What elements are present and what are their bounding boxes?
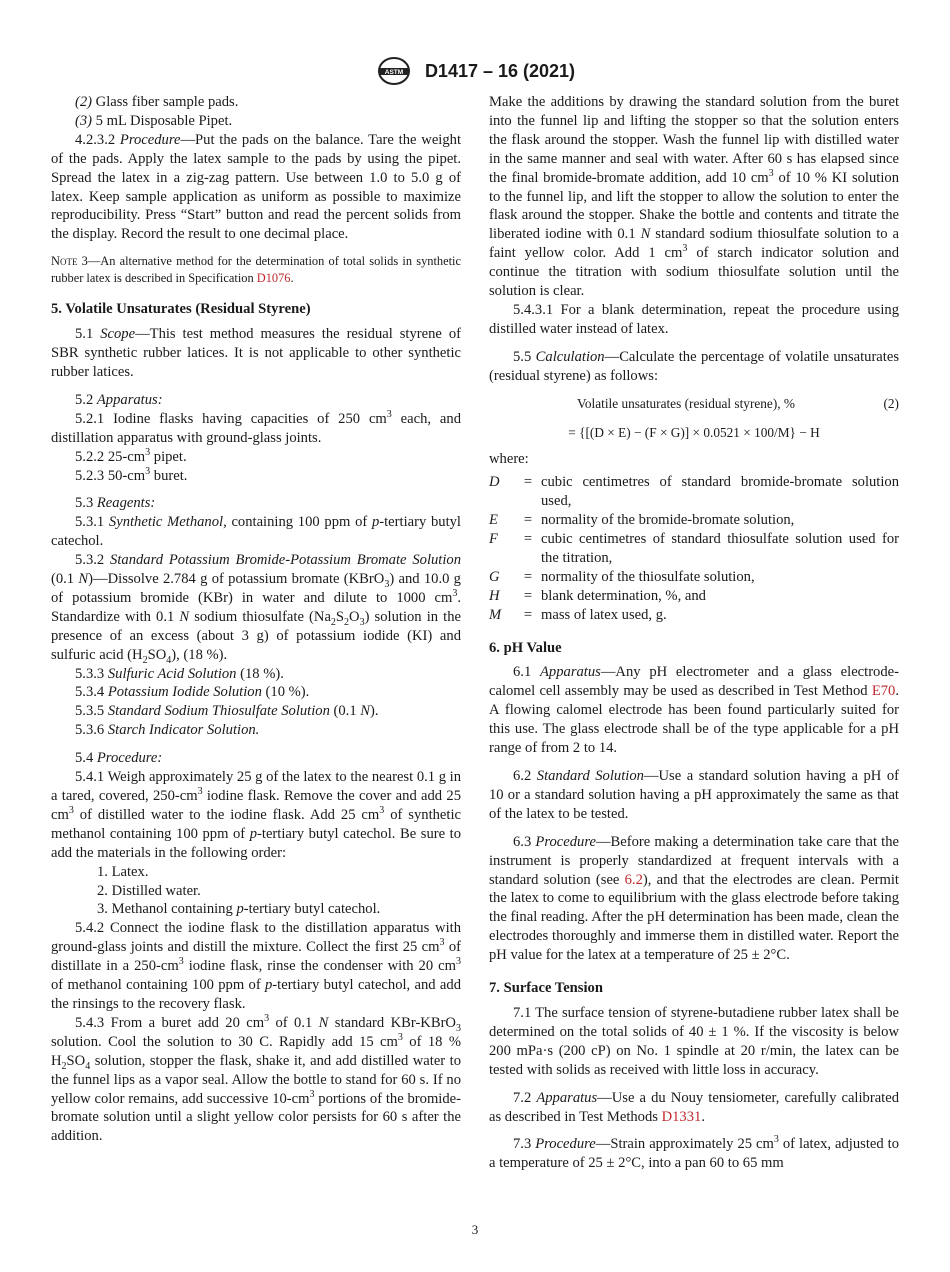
- paragraph-4-2-3-2: 4.2.3.2 Procedure—Put the pads on the balance. Tare the weight of the pads. Apply the latex sample to the pads by using the pipet. Spread the latex in a zig-zag pattern. Use between 1.0 to 5.0 g of latex. Keep sample application as uniform as possible to maximize reproducibility. Press “Start” button and read the percent solids from the display. Record the result to one decimal place.: [51, 131, 462, 243]
- variable-row: D = cubic centimetres of standard bromide-bromate solution used,: [489, 474, 899, 510]
- page-header: [0, 56, 950, 86]
- item-2: (2) Glass fiber sample pads.: [75, 94, 239, 110]
- paragraph-7-1: 7.1 The surface tension of styrene-butadiene rubber latex shall be determined on the total solids of 40 ± 1 %. If the viscosity is below 200 mPa·s (200 cP) on No. 1 spindle at 20 r/min, the latex can be tested with solids as received with little loss in accuracy.: [489, 1004, 899, 1078]
- paragraph-6-3: 6.3 Procedure—Before making a determination take care that the instrument is properly standardized at frequent intervals with a standard solution (see 6.2), and that the electrodes are clean. Permit the latex to come to equilibrium with the glass electrode before taking the final reading. After the pH determination has been made, clean the electrodes thoroughly and immerse them in distilled water. Report the pH value for the latex at a temperature of 25 ± 2°C.: [489, 833, 900, 964]
- variable-row: G = normality of the thiosulfate solution,: [489, 568, 755, 585]
- paragraph-5-2-2: 5.2.2 $25-cm^3$ pipet.: [75, 446, 187, 465]
- paragraph-5-2-1: 5.2.1 Iodine flasks having capacities of 250 $cm^3$ each, and distillation apparatus with ground-glass joints.: [51, 408, 462, 446]
- paragraph-5-2-3: 5.2.3 $50-cm^3$ buret.: [75, 465, 188, 484]
- left-column: [51, 93, 461, 1146]
- paragraph-5-4-3-1: 5.4.3.1 For a blank determination, repeat the procedure using distilled water instead of latex.: [489, 301, 899, 337]
- page-number: 3: [471, 1222, 479, 1237]
- link-section-6-2[interactable]: 6.2: [624, 871, 643, 888]
- equation-number: (2): [883, 395, 899, 411]
- variable-row: H = blank determination, %, and: [489, 587, 706, 604]
- note-3: Note 3—An alternative method for the determination of total solids in synthetic rubber latex is described in Specification D1076.: [51, 254, 461, 285]
- astm-logo-icon: [375, 56, 413, 86]
- list-item: 2. Distilled water.: [97, 882, 201, 899]
- order-list: [51, 863, 461, 920]
- paragraph-5-1: 5.1 Scope—This test method measures the residual styrene of SBR synthetic rubber latices. It is not applicable to other synthetic rubber latices.: [51, 326, 461, 380]
- link-e70[interactable]: E70: [871, 683, 896, 700]
- variable-row: F = cubic centimetres of standard thiosulfate solution used for the titration,: [489, 531, 899, 566]
- svg-text:ASTM: ASTM: [384, 69, 404, 76]
- paragraph-5-4-1: 5.4.1 Weigh approximately 25 g of the latex to the nearest 0.1 g in a tared, covered, $250-cm^3$ iodine flask. Remove the cover and add 25 $cm^3$ of distilled water to the iodine flask. Add 25 $cm^3$ of synthetic methanol containing 100 ppm of p-tertiary butyl catechol. Be sure to add the materials in the following order:: [51, 769, 462, 861]
- paragraph-6-2: 6.2 Standard Solution—Use a standard solution having a pH of 10 or a standard solution having a pH approximately the same as that of the latex to be tested.: [489, 768, 900, 822]
- paragraph-5-3-1: 5.3.1 Synthetic Methanol, containing 100 ppm of p-tertiary butyl catechol.: [51, 514, 461, 550]
- paragraph-6-1: 6.1 Apparatus—Any pH electrometer and a glass electrode-calomel cell assembly may be used as described in Test Method E70. A flowing calomel electrode has been found particularly suited for this use. The glass electrode shall be of the type applicable for a pH range of from 2 to 14.: [489, 664, 899, 757]
- paragraph-5-3-5: 5.3.5 Standard Sodium Thiosulfate Solution (0.1 N).: [75, 703, 379, 720]
- paragraph-5-3-3: 5.3.3 Sulfuric Acid Solution (18 %).: [75, 665, 284, 682]
- right-column: [489, 93, 899, 1173]
- paragraph-5-4-3-cont: Make the additions by drawing the standard solution from the buret into the funnel lip and lifting the stopper so that the solution enters the flask around the stopper. Wash the funnel lip with distilled water in the same manner and seal with water. After 60 s has elapsed since the final bromide-bromate addition, add 10 $cm^3$ of 10 % KI solution to the funnel lip, and lift the stopper to allow the solution to enter the flask around the stopper. Shake the bottle and contents and titrate the liberated iodine with 0.1 N standard sodium thiosulfate solution to a faint yellow color. Add 1 $cm^3$ of starch indicator solution and continue the titration with sodium thiosulfate solution until the solution is clear.: [489, 94, 899, 300]
- list-item: 3. Methanol containing p-tertiary butyl catechol.: [97, 901, 381, 918]
- paragraph-7-3: 7.3 Procedure—Strain approximately 25 $cm^3$ of latex, adjusted to a temperature of 25 ± 2°C, into a pan 60 to 65 mm: [489, 1134, 899, 1172]
- section-7-title: 7. Surface Tension: [489, 980, 603, 997]
- paragraph-5-4: 5.4 Procedure:: [75, 750, 163, 767]
- document-id: D1417 – 16 (2021): [424, 60, 576, 81]
- link-d1076[interactable]: D1076: [256, 270, 291, 285]
- equation-label: Volatile unsaturates (residual styrene), % (2): [489, 395, 899, 414]
- variable-list: [489, 473, 899, 624]
- link-d1331[interactable]: D1331: [661, 1108, 702, 1125]
- variable-row: M = mass of latex used, g.: [489, 606, 667, 623]
- paragraph-5-3-6: 5.3.6 Starch Indicator Solution.: [75, 722, 260, 739]
- section-6-title: 6. pH Value: [489, 639, 562, 656]
- section-5-title: 5. Volatile Unsaturates (Residual Styrene): [51, 301, 311, 318]
- paragraph-7-2: 7.2 Apparatus—Use a du Nouy tensiometer, carefully calibrated as described in Test Methods D1331.: [489, 1089, 900, 1125]
- paragraph-5-5: 5.5 Calculation—Calculate the percentage of volatile unsaturates (residual styrene) as follows:: [489, 348, 899, 384]
- where-label: where:: [489, 451, 529, 468]
- variable-row: E = normality of the bromide-bromate solution,: [489, 512, 795, 529]
- list-item: 1. Latex.: [97, 863, 149, 880]
- paragraph-5-3-4: 5.3.4 Potassium Iodide Solution (10 %).: [75, 684, 310, 701]
- paragraph-5-4-3: 5.4.3 From a buret add 20 $cm^3$ of 0.1 N standard KBr-KBrO$_3$ solution. Cool the solution to 30 C. Rapidly add 15 $cm^3$ of 18 % $H_2SO_4$ solution, stopper the flask, shake it, and add distilled water to the funnel lips as a vapor seal. Allow the bottle to stand for 60 s. If no yellow color remains, add successive $10-cm^3$ portions of the bromide-bromate solution until a slight yellow color persists for 60 s after the addition.: [51, 1013, 461, 1145]
- equation-formula: = {[(D × E) − (F × G)] × 0.0521 × 100/M} − H: [568, 424, 820, 440]
- paragraph-5-4-2: 5.4.2 Connect the iodine flask to the distillation apparatus with ground-glass joints and distill the mixture. Collect the first 25 $cm^3$ of distillate in a $250-cm^3$ iodine flask, rinse the condenser with 20 $cm^3$ of methanol containing 100 ppm of p-tertiary butyl catechol, and add the rinsings to the recovery flask.: [51, 920, 461, 1012]
- paragraph-5-3: 5.3 Reagents:: [75, 495, 156, 512]
- item-3: (3) 5 mL Disposable Pipet.: [75, 112, 233, 129]
- paragraph-5-2: 5.2 Apparatus:: [75, 391, 163, 408]
- paragraph-5-3-2: 5.3.2 Standard Potassium Bromide-Potassium Bromate Solution (0.1 N)—Dissolve 2.784 g of potassium bromate (KBrO$_3$) and 10.0 g of potassium bromide (KBr) in water and dilute to 1000 $cm^3$. Standardize with 0.1 N sodium thiosulfate $(Na_2S_2O_3)$ solution in the presence of an excess (about 3 g) of potassium iodide (KI) and sulfuric acid $(H_2SO_4)$, (18 %).: [51, 552, 461, 666]
